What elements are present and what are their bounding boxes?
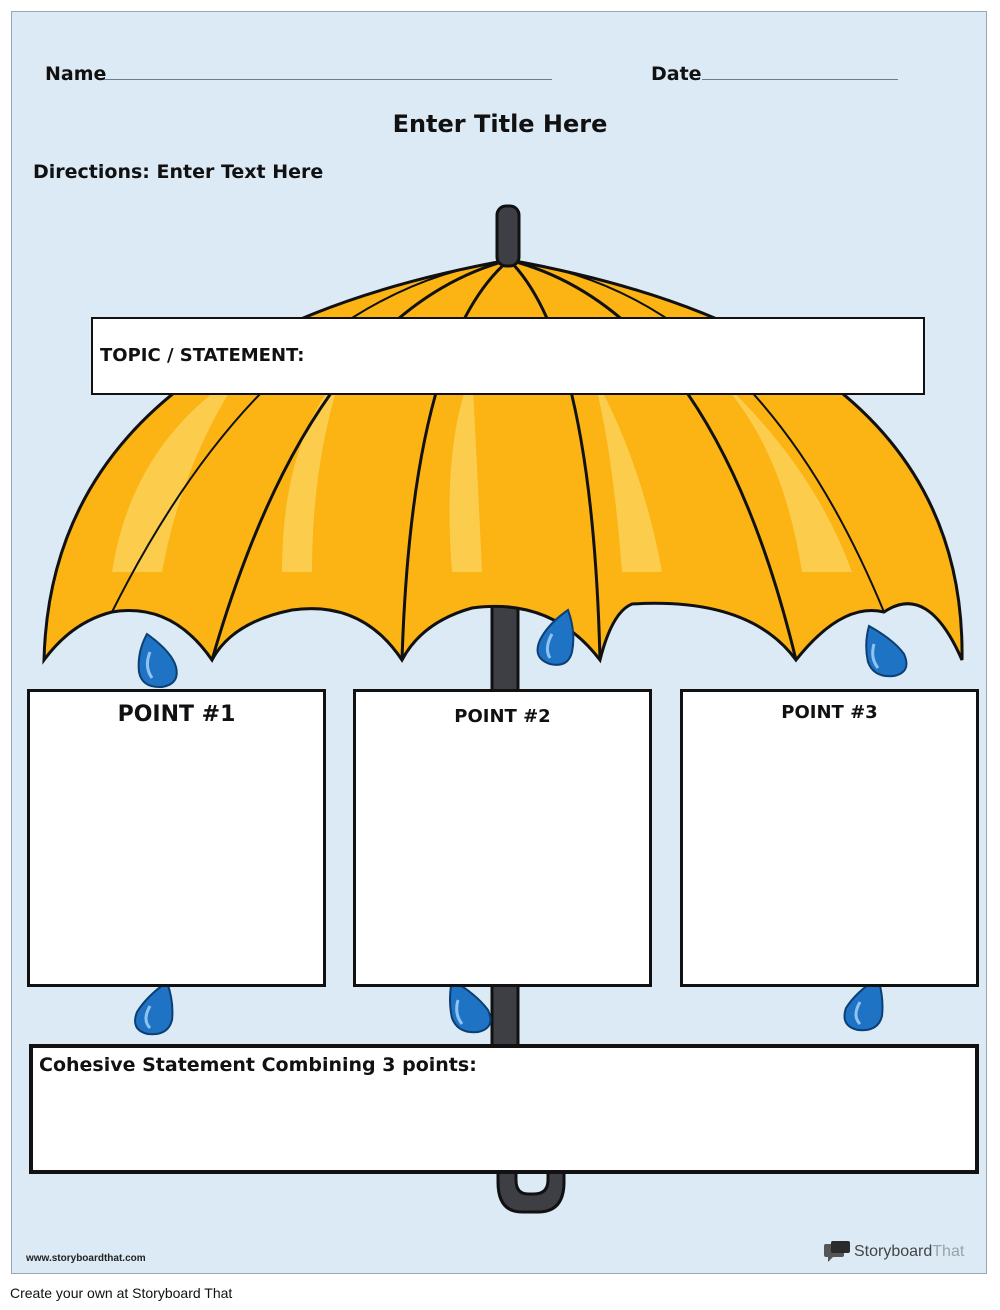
- point-label-1: POINT #1: [117, 702, 236, 727]
- date-line[interactable]: [702, 79, 898, 80]
- umbrella-tip: [497, 206, 519, 266]
- raindrop-icon: [866, 626, 906, 676]
- directions-text[interactable]: Directions: Enter Text Here: [33, 161, 324, 183]
- raindrop-icon: [135, 982, 172, 1034]
- website-url[interactable]: www.storyboardthat.com: [26, 1253, 146, 1264]
- storyboard-logo[interactable]: [822, 1240, 965, 1268]
- cohesive-statement-label: Cohesive Statement Combining 3 points:: [39, 1054, 477, 1076]
- worksheet-page: [11, 11, 987, 1274]
- name-line[interactable]: [104, 79, 552, 80]
- worksheet-title[interactable]: Enter Title Here: [392, 110, 608, 138]
- point-box-3[interactable]: [680, 689, 979, 987]
- raindrop-icon: [450, 980, 490, 1032]
- logo-text-storyboard: Storyboard: [854, 1243, 933, 1260]
- point-label-2: POINT #2: [454, 706, 551, 727]
- storyboard-logo-icon: [822, 1240, 852, 1264]
- topic-box[interactable]: [91, 317, 925, 395]
- cohesive-statement-box[interactable]: [29, 1044, 979, 1174]
- topic-label: TOPIC / STATEMENT:: [100, 345, 305, 366]
- name-label: Name: [45, 63, 107, 85]
- point-label-3: POINT #3: [781, 702, 878, 723]
- footer-credit[interactable]: Create your own at Storyboard That: [10, 1285, 233, 1301]
- raindrop-icon: [139, 634, 177, 687]
- logo-text-that: That: [932, 1243, 965, 1260]
- point-box-1[interactable]: [27, 689, 326, 987]
- point-box-2[interactable]: [353, 689, 652, 987]
- date-label: Date: [651, 63, 702, 85]
